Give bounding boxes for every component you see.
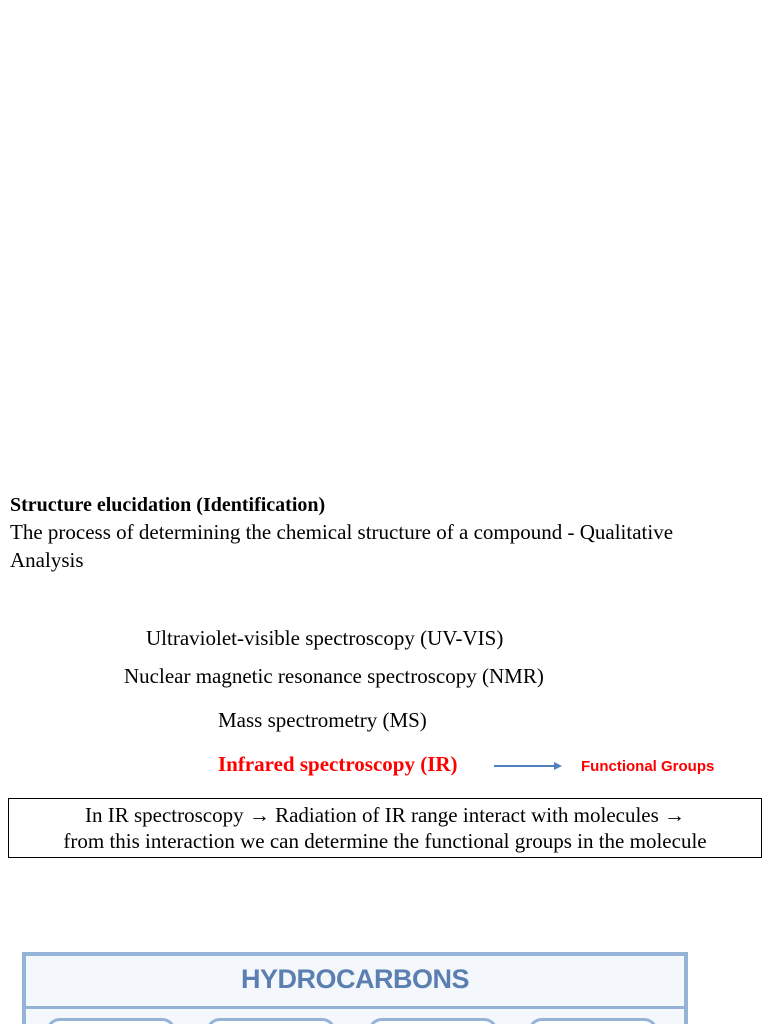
hydrocarbon-category-box-4 <box>528 1018 658 1024</box>
technique-uvvis: Ultraviolet-visible spectroscopy (UV-VIS) <box>146 626 504 650</box>
definition-line-2: Analysis <box>10 548 84 572</box>
hydrocarbons-title: HYDROCARBONS <box>240 964 469 994</box>
ir-explanation-box <box>8 798 762 858</box>
hydrocarbon-category-box-3 <box>368 1018 498 1024</box>
technique-nmr: Nuclear magnetic resonance spectroscopy (NMR) <box>124 664 544 688</box>
hydrocarbon-category-box-2 <box>206 1018 336 1024</box>
hydrocarbon-category-box-1 <box>46 1018 176 1024</box>
hydrocarbons-diagram <box>22 952 688 1024</box>
right-arrow-icon <box>494 759 564 773</box>
section-heading: Structure elucidation (Identification) <box>10 494 326 516</box>
ir-explanation-line-2: from this interaction we can determine the functional groups in the molecule <box>63 829 707 853</box>
ir-explanation-line-1: In IR spectroscopy → Radiation of IR range interact with molecules → <box>84 803 686 827</box>
technique-ir: Infrared spectroscopy (IR) <box>218 752 458 776</box>
hydrocarbons-divider <box>26 1006 684 1009</box>
functional-groups-label: Functional Groups <box>581 758 715 775</box>
technique-ms: Mass spectrometry (MS) <box>218 708 427 732</box>
definition-line-1: The process of determining the chemical structure of a compound - Qualitative <box>10 520 674 544</box>
